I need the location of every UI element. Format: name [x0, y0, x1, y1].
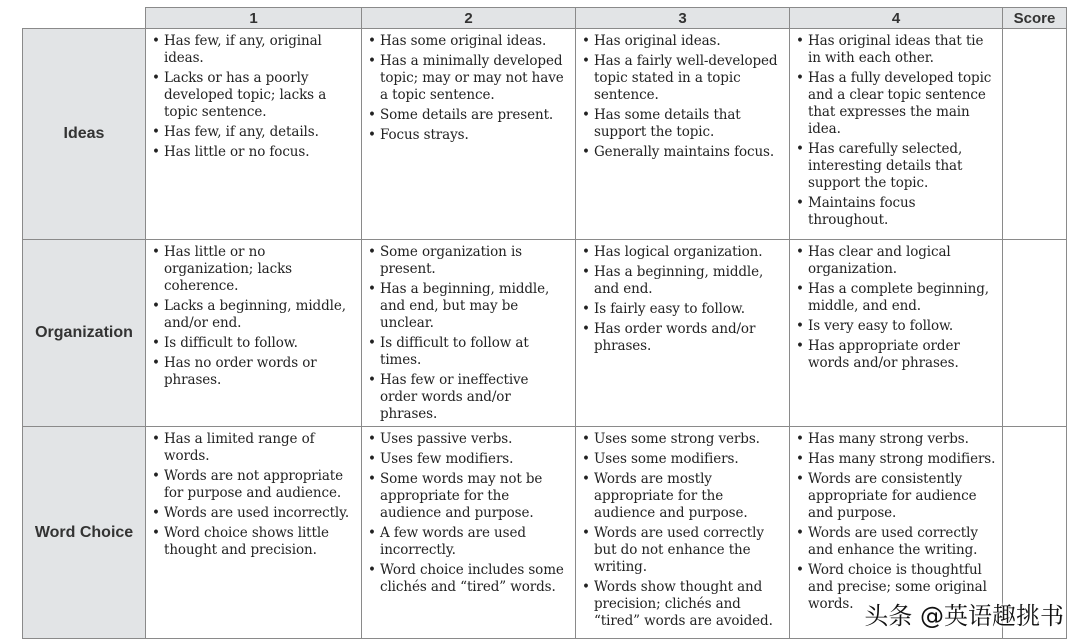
organization-level-3-cell: [576, 240, 790, 427]
ideas-level-3-cell: [576, 29, 790, 240]
criterion-item: • Uses some modifiers.: [582, 451, 783, 468]
row-label-organization: Organization: [23, 240, 146, 427]
word-choice-level-1-cell: [146, 427, 362, 639]
ideas-level-4-cell: [790, 29, 1003, 240]
criteria-list: [362, 29, 575, 144]
criteria-list: [790, 427, 1002, 613]
column-header-score: Score: [1003, 8, 1067, 29]
criteria-list: [576, 29, 789, 161]
criterion-item: • Words are mostly appropriate for the audience and purpose.: [582, 471, 783, 522]
criterion-item: • Has a beginning, middle, and end, but may be unclear.: [368, 281, 569, 332]
criterion-item: • Words are not appropriate for purpose and audience.: [152, 468, 355, 502]
criterion-item: • Has little or no organization; lacks coherence.: [152, 244, 355, 295]
criterion-item: • Has no order words or phrases.: [152, 355, 355, 389]
criterion-item: • Has little or no focus.: [152, 144, 355, 161]
rubric-row-organization: [23, 240, 1067, 427]
criterion-item: • Words show thought and precision; clichés and “tired” words are avoided.: [582, 579, 783, 630]
watermark-label: 头条 @英语趣挑书: [864, 602, 1064, 630]
criterion-item: • Some organization is present.: [368, 244, 569, 278]
criterion-item: • Has many strong modifiers.: [796, 451, 996, 468]
ideas-level-2-cell: [362, 29, 576, 240]
organization-level-4-cell: [790, 240, 1003, 427]
criterion-item: • Is difficult to follow at times.: [368, 335, 569, 369]
rubric-row-ideas: [23, 29, 1067, 240]
word-choice-level-3-cell: [576, 427, 790, 639]
criterion-item: • Has original ideas that tie in with each other.: [796, 33, 996, 67]
criterion-item: • Has carefully selected, interesting details that support the topic.: [796, 141, 996, 192]
criterion-item: • Has original ideas.: [582, 33, 783, 50]
criterion-item: • Has a beginning, middle, and end.: [582, 264, 783, 298]
criteria-list: [362, 427, 575, 596]
criteria-list: [362, 240, 575, 423]
ideas-level-1-cell: [146, 29, 362, 240]
criteria-list: [146, 29, 361, 161]
criterion-item: • Has a complete beginning, middle, and end.: [796, 281, 996, 315]
criterion-item: • Has few, if any, original ideas.: [152, 33, 355, 67]
criterion-item: • Words are used correctly and enhance the writing.: [796, 525, 996, 559]
criterion-item: • Is fairly easy to follow.: [582, 301, 783, 318]
ideas-score-cell[interactable]: [1003, 29, 1067, 240]
criterion-item: • Has a limited range of words.: [152, 431, 355, 465]
criteria-list: [146, 427, 361, 559]
criterion-item: • Lacks or has a poorly developed topic; lacks a topic sentence.: [152, 70, 355, 121]
criterion-item: • Words are used correctly but do not enhance the writing.: [582, 525, 783, 576]
criterion-item: • Is very easy to follow.: [796, 318, 996, 335]
criterion-item: • Has some details that support the topic.: [582, 107, 783, 141]
criterion-item: • Words are consistently appropriate for audience and purpose.: [796, 471, 996, 522]
criterion-item: • Has many strong verbs.: [796, 431, 996, 448]
criterion-item: • Word choice is thoughtful and precise; some original words.: [796, 562, 996, 613]
criterion-item: • Generally maintains focus.: [582, 144, 783, 161]
corner-cell: [23, 8, 146, 29]
criterion-item: • Has appropriate order words and/or phrases.: [796, 338, 996, 372]
criteria-list: [790, 29, 1002, 229]
criterion-item: • Has a fully developed topic and a clear topic sentence that expresses the main idea.: [796, 70, 996, 138]
criterion-item: • Has a fairly well-developed topic stated in a topic sentence.: [582, 53, 783, 104]
row-label-ideas: Ideas: [23, 29, 146, 240]
criterion-item: • Maintains focus throughout.: [796, 195, 996, 229]
column-header-2: 2: [362, 8, 576, 29]
criterion-item: • Uses passive verbs.: [368, 431, 569, 448]
criterion-item: • Word choice includes some clichés and “tired” words.: [368, 562, 569, 596]
organization-level-2-cell: [362, 240, 576, 427]
criterion-item: • Words are used incorrectly.: [152, 505, 355, 522]
criterion-item: • A few words are used incorrectly.: [368, 525, 569, 559]
criteria-list: [576, 240, 789, 355]
criteria-list: [576, 427, 789, 630]
criterion-item: • Has a minimally developed topic; may or may not have a topic sentence.: [368, 53, 569, 104]
criterion-item: • Has few, if any, details.: [152, 124, 355, 141]
column-header-1: 1: [146, 8, 362, 29]
column-header-3: 3: [576, 8, 790, 29]
criterion-item: • Is difficult to follow.: [152, 335, 355, 352]
word-choice-level-2-cell: [362, 427, 576, 639]
header-row: [23, 8, 1067, 29]
criterion-item: • Some details are present.: [368, 107, 569, 124]
criterion-item: • Has clear and logical organization.: [796, 244, 996, 278]
criterion-item: • Uses few modifiers.: [368, 451, 569, 468]
criteria-list: [146, 240, 361, 389]
criterion-item: • Has logical organization.: [582, 244, 783, 261]
criterion-item: • Word choice shows little thought and precision.: [152, 525, 355, 559]
criteria-list: [790, 240, 1002, 372]
criterion-item: • Uses some strong verbs.: [582, 431, 783, 448]
organization-score-cell[interactable]: [1003, 240, 1067, 427]
writing-rubric-table: [22, 7, 1067, 639]
criterion-item: • Has order words and/or phrases.: [582, 321, 783, 355]
criterion-item: • Lacks a beginning, middle, and/or end.: [152, 298, 355, 332]
criterion-item: • Some words may not be appropriate for the audience and purpose.: [368, 471, 569, 522]
criterion-item: • Has some original ideas.: [368, 33, 569, 50]
row-label-word-choice: Word Choice: [23, 427, 146, 639]
column-header-4: 4: [790, 8, 1003, 29]
organization-level-1-cell: [146, 240, 362, 427]
criterion-item: • Focus strays.: [368, 127, 569, 144]
criterion-item: • Has few or ineffective order words and/or phrases.: [368, 372, 569, 423]
